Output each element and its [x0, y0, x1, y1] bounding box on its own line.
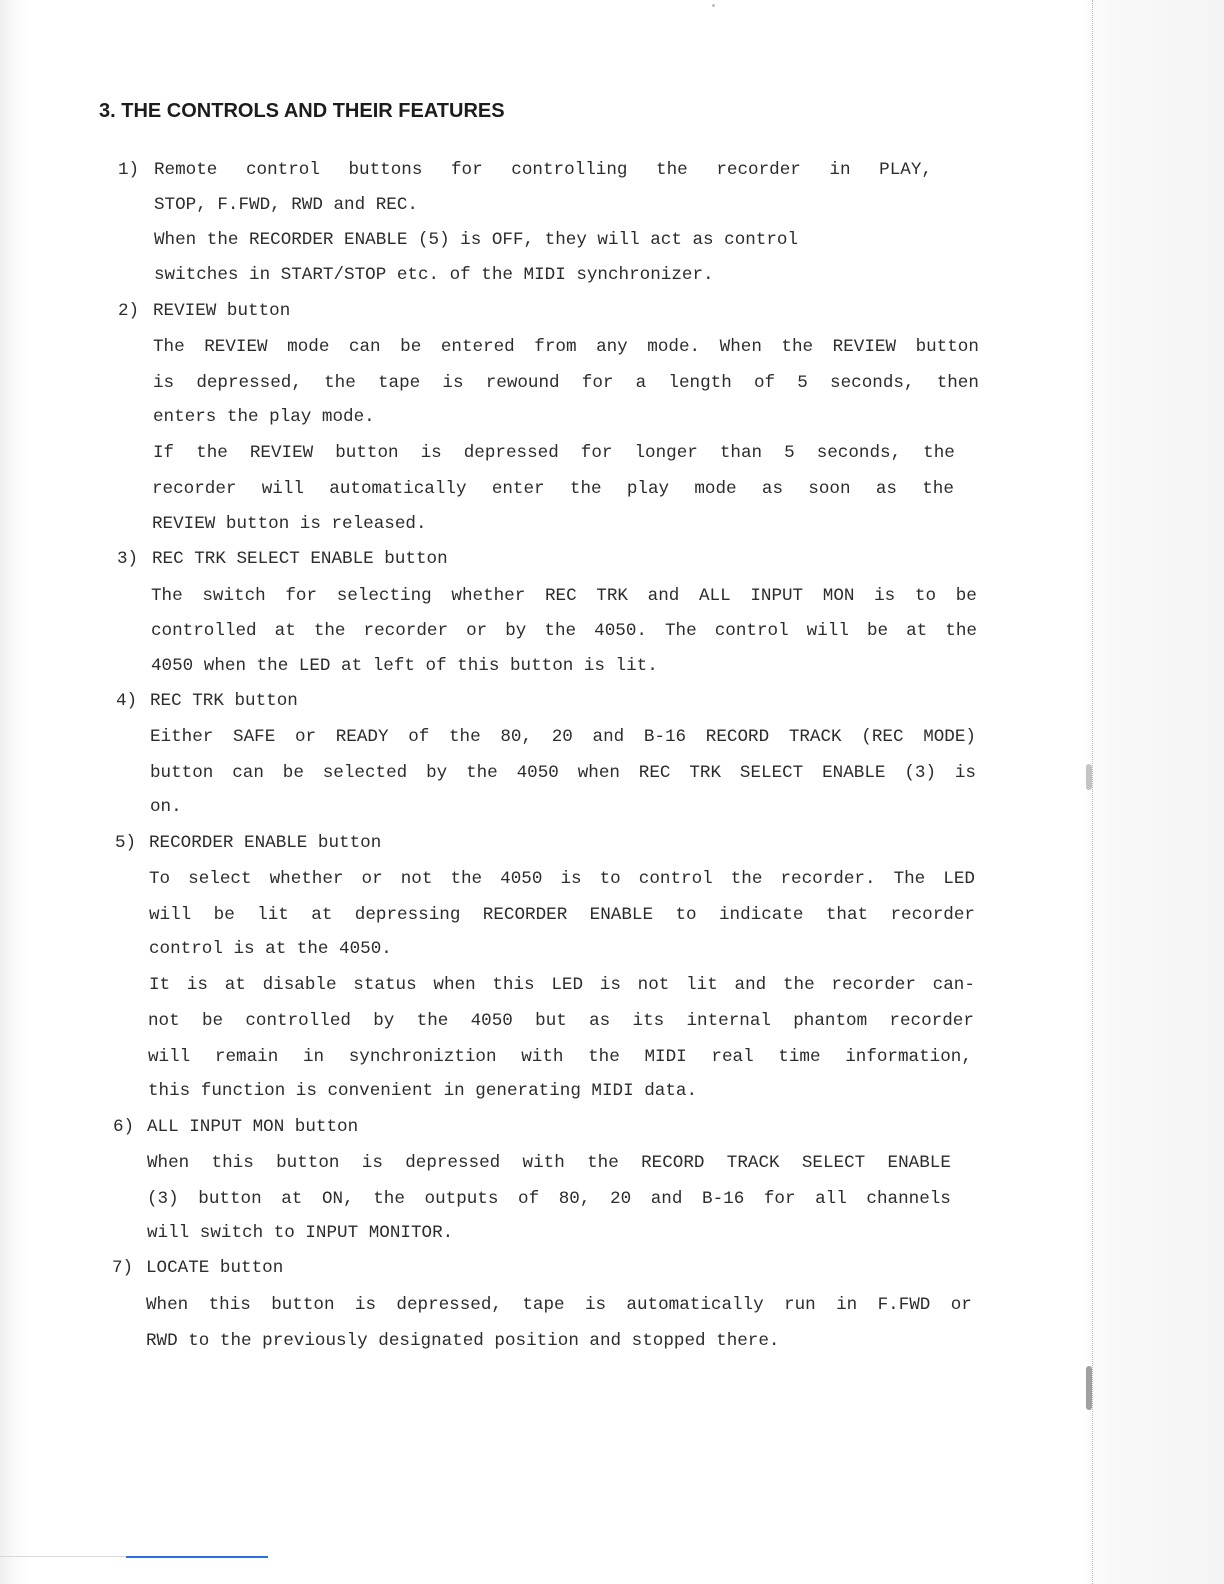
- item-number: 3): [117, 549, 139, 569]
- item-number: 2): [118, 301, 140, 321]
- body-line: button can be selected by the 4050 when REC TRK SELECT ENABLE (3) is: [150, 763, 976, 783]
- body-line: 4050 when the LED at left of this button is lit.: [151, 656, 658, 676]
- section-heading: 3. THE CONTROLS AND THEIR FEATURES: [99, 100, 505, 122]
- body-line: control is at the 4050.: [149, 939, 392, 959]
- body-line: not be controlled by the 4050 but as its internal phantom recorder: [148, 1011, 974, 1031]
- scan-speck: [712, 4, 715, 7]
- body-line: is depressed, the tape is rewound for a length of 5 seconds, then: [153, 373, 979, 393]
- body-line: If the REVIEW button is depressed for longer than 5 seconds, the: [153, 443, 955, 463]
- body-line: RWD to the previously designated position and stopped there.: [146, 1331, 780, 1351]
- body-line: When the RECORDER ENABLE (5) is OFF, they will act as control: [154, 230, 799, 250]
- body-line: The switch for selecting whether REC TRK and ALL INPUT MON is to be: [151, 586, 977, 606]
- body-line: this function is convenient in generating MIDI data.: [148, 1081, 698, 1101]
- body-line: Either SAFE or READY of the 80, 20 and B-16 RECORD TRACK (REC MODE): [150, 727, 976, 747]
- body-line: The REVIEW mode can be entered from any mode. When the REVIEW button: [153, 337, 979, 357]
- item-title: REC TRK SELECT ENABLE button: [152, 549, 448, 569]
- item-number: 5): [115, 833, 137, 853]
- body-line: REVIEW button is released.: [152, 514, 427, 534]
- body-line: controlled at the recorder or by the 4050. The control will be at the: [151, 621, 977, 641]
- body-line: on.: [150, 797, 182, 817]
- body-line: To select whether or not the 4050 is to control the recorder. The LED: [149, 869, 975, 889]
- item-number: 4): [116, 691, 138, 711]
- item-title: REVIEW button: [153, 301, 291, 321]
- binding-mark: [1086, 1366, 1092, 1410]
- body-line: When this button is depressed, tape is automatically run in F.FWD or: [146, 1295, 972, 1315]
- body-line: will be lit at depressing RECORDER ENABLE to indicate that recorder: [149, 905, 975, 925]
- item-title: RECORDER ENABLE button: [149, 833, 382, 853]
- item-number: 1): [118, 160, 140, 180]
- item-title: LOCATE button: [146, 1258, 284, 1278]
- item-number: 7): [112, 1258, 134, 1278]
- body-line: Remote control buttons for controlling the recorder in PLAY,: [154, 160, 932, 180]
- body-line: STOP, F.FWD, RWD and REC.: [154, 195, 418, 215]
- body-line: (3) button at ON, the outputs of 80, 20 and B-16 for all channels: [147, 1189, 951, 1209]
- body-line: will remain in synchroniztion with the MIDI real time information,: [148, 1047, 972, 1067]
- body-line: enters the play mode.: [153, 407, 375, 427]
- body-line: switches in START/STOP etc. of the MIDI synchronizer.: [154, 265, 714, 285]
- item-number: 6): [113, 1117, 135, 1137]
- item-title: ALL INPUT MON button: [147, 1117, 359, 1137]
- bottom-accent-line: [126, 1556, 268, 1558]
- body-line: recorder will automatically enter the play mode as soon as the: [152, 479, 954, 499]
- page-edge-divider: [1092, 0, 1093, 1584]
- binding-mark: [1086, 764, 1092, 790]
- bottom-rule: [0, 1556, 126, 1557]
- body-line: will switch to INPUT MONITOR.: [147, 1223, 454, 1243]
- item-title: REC TRK button: [150, 691, 298, 711]
- body-line: When this button is depressed with the RECORD TRACK SELECT ENABLE: [147, 1153, 951, 1173]
- body-line: It is at disable status when this LED is not lit and the recorder can-: [149, 975, 975, 995]
